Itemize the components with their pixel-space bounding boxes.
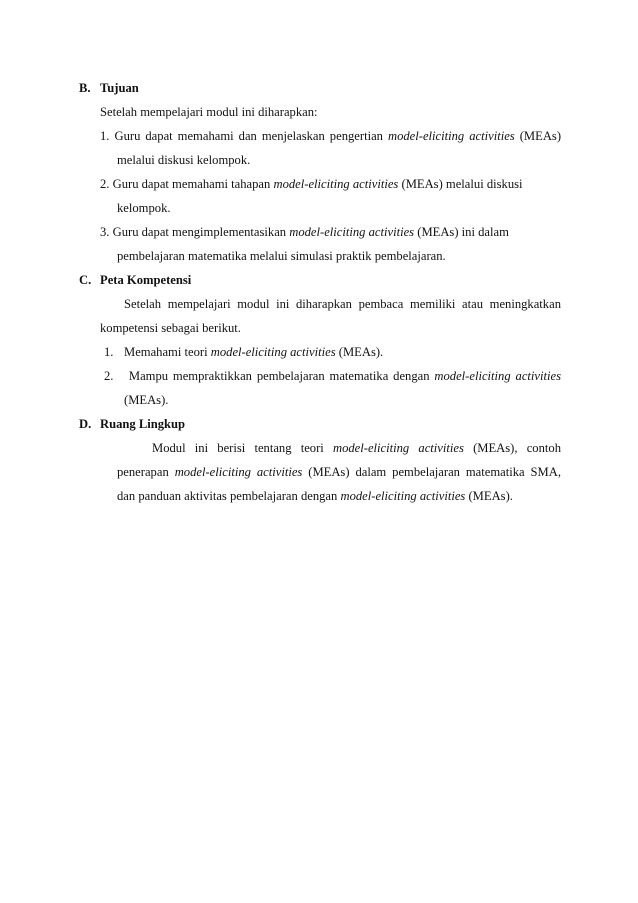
competency-item-1: 1. Memahami teori model-eliciting activities (MEAs). bbox=[104, 340, 383, 364]
objective-item-2-number: 2. bbox=[100, 177, 110, 191]
section-d-heading bbox=[79, 412, 185, 436]
section-c-title: Peta Kompetensi bbox=[100, 273, 192, 287]
section-d-title: Ruang Lingkup bbox=[100, 417, 186, 431]
objective-item-2-line1: 2. Guru dapat memahami tahapan model-eliciting activities (MEAs) melalui diskusi bbox=[100, 172, 523, 196]
section-b-title: Tujuan bbox=[100, 81, 139, 95]
section-c-letter: C. bbox=[79, 273, 92, 287]
objective-item-3-line1: 3. Guru dapat mengimplementasikan model-eliciting activities (MEAs) ini dalam bbox=[100, 220, 509, 244]
objective-item-1-line1: 1. Guru dapat memahami dan menjelaskan pengertian model-eliciting activities (MEAs) bbox=[100, 124, 561, 148]
competency-item-2-line2: (MEAs). bbox=[124, 393, 169, 407]
section-b-intro: Setelah mempelajari modul ini diharapkan: bbox=[100, 105, 318, 119]
section-d-letter: D. bbox=[79, 417, 92, 431]
competency-item-2-line1: 2. Mampu mempraktikkan pembelajaran matematika dengan model-eliciting activities bbox=[104, 364, 561, 388]
section-c-heading bbox=[79, 268, 191, 292]
section-c-paragraph-line2: kompetensi sebagai berikut. bbox=[100, 321, 241, 335]
section-b-letter: B. bbox=[79, 81, 91, 95]
section-c-paragraph-line1: Setelah mempelajari modul ini diharapkan pembaca memiliki atau meningkatkan bbox=[124, 297, 561, 311]
objective-item-3-line2: pembelajaran matematika melalui simulasi praktik pembelajaran. bbox=[117, 249, 446, 263]
scope-paragraph-line1: Modul ini berisi tentang teori model-eliciting activities (MEAs), contoh bbox=[152, 441, 561, 455]
section-b-heading bbox=[79, 76, 139, 100]
objective-item-1-line2: melalui diskusi kelompok. bbox=[117, 153, 251, 167]
scope-paragraph-line2: penerapan model-eliciting activities (MEAs) dalam pembelajaran matematika SMA, bbox=[117, 465, 562, 479]
objective-item-1-number: 1. bbox=[100, 129, 110, 143]
scope-paragraph-line3: dan panduan aktivitas pembelajaran dengan model-eliciting activities (MEAs). bbox=[117, 489, 513, 503]
competency-item-1-number: 1. bbox=[104, 345, 114, 359]
objective-item-3-number: 3. bbox=[100, 225, 110, 239]
objective-item-2-line2: kelompok. bbox=[117, 201, 171, 215]
competency-item-2-number: 2. bbox=[104, 369, 114, 383]
